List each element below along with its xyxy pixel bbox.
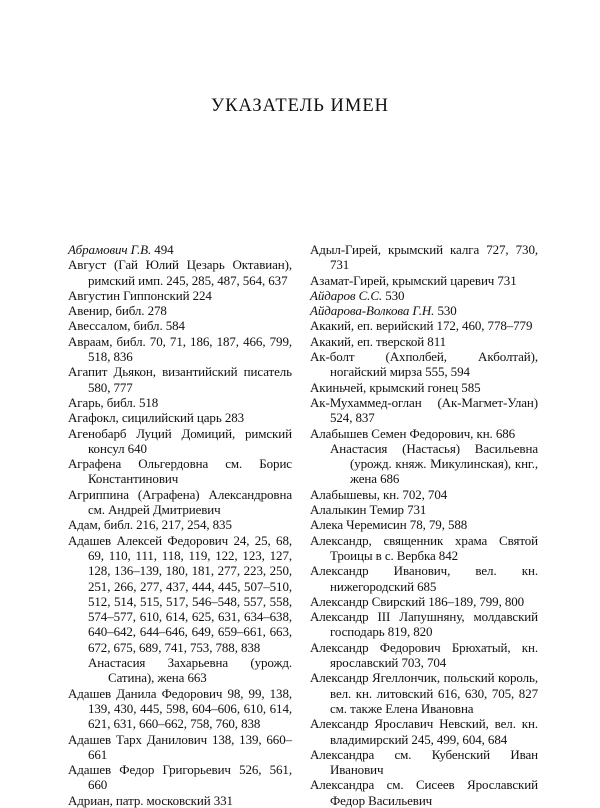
- entry-name: Александр Иванович, вел. кн. нижегородский: [310, 563, 538, 594]
- entry-name: Авенир, библ.: [68, 303, 145, 319]
- entry-references: 584: [162, 318, 185, 334]
- entry-references: 186–189, 799, 800: [425, 593, 525, 609]
- index-entry: [310, 563, 538, 594]
- index-entry: [310, 487, 538, 502]
- entry-name: Адашев Тарх Данилович: [68, 731, 208, 747]
- entry-references: 518: [135, 394, 159, 410]
- entry-references: см. Кубенский Иван Иванович: [330, 746, 538, 778]
- entry-name: Абрамович Г.В.: [68, 242, 152, 257]
- entry-references: 245, 285, 487, 564, 637: [163, 272, 288, 288]
- entry-references: 616, 630, 705, 827 см. также Елена Ивановна: [330, 685, 539, 716]
- index-entry: [68, 426, 292, 457]
- index-entry: [310, 318, 538, 333]
- entry-name: Адашев Федор Григорьевич: [68, 762, 231, 778]
- entry-name: Алалыкин Темир: [310, 502, 404, 518]
- index-subentry: [68, 655, 292, 686]
- entry-references: 24, 25, 68, 69, 110, 111, 118, 119, 122, 123, 127, 128, 136–139, 180, 181, 277, 223, 250, 251, 266, 277, 437, 444, 445, 507–510, 512, 514, 515, 517, 546–548, 557, 558, 574–577, 610, 614, 625, 631, 634–638, 640–642, 644–646, 649, 659–661, 663, 672, 675, 689, 741, 753, 788, 838: [88, 532, 293, 655]
- entry-references: 686: [376, 471, 400, 487]
- entry-references: 524, 837: [330, 410, 375, 426]
- index-entry: [310, 273, 538, 288]
- entry-references: 731: [494, 272, 517, 288]
- index-entry: [68, 334, 292, 365]
- entry-name: Алека Черемисин: [310, 517, 407, 533]
- entry-references: 98, 99, 138, 139, 430, 445, 598, 604–606, 610, 614, 621, 631, 660–662, 758, 760, 838: [88, 685, 292, 732]
- index-entry: [310, 594, 538, 609]
- index-entry: [68, 686, 292, 732]
- entry-references: 727, 730, 731: [330, 242, 538, 273]
- entry-name: Акиньчей, крымский гонец: [310, 379, 459, 395]
- entry-name: Авраам, библ.: [68, 333, 146, 349]
- index-entry: [68, 318, 292, 333]
- entry-references: 819, 820: [384, 624, 433, 640]
- page-title: УКАЗАТЕЛЬ ИМЕН: [211, 96, 389, 116]
- entry-name: Александр Ягеллончик, польский король, вел. кн. литовский: [310, 670, 538, 701]
- entry-references: 530: [382, 287, 405, 303]
- entry-references: 138, 139, 660–661: [88, 731, 292, 762]
- index-entry: [310, 334, 538, 349]
- index-column-left: [68, 242, 292, 808]
- entry-references: 663: [184, 670, 207, 686]
- entry-references: 216, 217, 254, 835: [133, 517, 232, 533]
- entry-name: Айдарова-Волкова Г.Н.: [310, 303, 435, 319]
- index-entry: [68, 303, 292, 318]
- index-entry: [310, 502, 538, 517]
- entry-name: Агенобарб Луций Домиций, римский консул: [68, 425, 292, 456]
- index-entry: [310, 349, 538, 380]
- index-entry: [68, 732, 292, 763]
- entry-references: 811: [424, 333, 447, 349]
- index-entry: [310, 640, 538, 671]
- entry-name: Александр Ярославич Невский, вел. кн. владимирский: [310, 716, 538, 747]
- entry-name: Александра: [310, 777, 375, 793]
- entry-references: см. Сисеев Ярославский Федор Васильевич: [330, 777, 538, 808]
- entry-name: Александр III Лапушняну, молдавский господарь: [310, 609, 538, 640]
- index-entry: [310, 747, 538, 778]
- index-entry: [310, 716, 538, 747]
- entry-references: 702, 704: [399, 486, 448, 502]
- entry-references: см. Андрей Дмитриевич: [88, 502, 221, 518]
- entry-references: 640: [124, 440, 147, 456]
- index-entry: [310, 242, 538, 273]
- index-entry: [68, 793, 292, 808]
- entry-name: Агарь, библ.: [68, 394, 136, 410]
- entry-references: 224: [189, 287, 212, 303]
- entry-name: Агриппина (Аграфена) Александровна: [68, 486, 292, 502]
- entry-references: 278: [144, 303, 167, 319]
- index-entry: [310, 517, 538, 532]
- entry-name: Ак-Мухаммед-оглан (Ак-Магмет-Улан): [310, 394, 538, 410]
- entry-references: 526, 561, 660: [88, 762, 292, 793]
- index-entry: [68, 456, 292, 487]
- entry-name: Август (Гай Юлий Цезарь Октавиан), римский имп.: [68, 257, 292, 288]
- entry-name: Александра: [310, 746, 375, 762]
- index-entry: [310, 395, 538, 426]
- entry-references: 555, 594: [422, 364, 470, 380]
- entry-name: Александр Свирский: [310, 593, 426, 609]
- index-entry: [68, 242, 292, 257]
- entry-references: 580, 777: [88, 379, 133, 395]
- entry-references: 842: [435, 547, 459, 563]
- index-subentry: [310, 441, 538, 487]
- entry-name: Адашев Данила Федорович: [68, 685, 223, 701]
- entry-references: 530: [434, 303, 457, 319]
- index-entry: [68, 364, 292, 395]
- entry-name: Азамат-Гирей, крымский царевич: [310, 272, 495, 288]
- entry-name: Адашев Алексей Федорович: [68, 532, 229, 548]
- entry-name: Адриан, патр. московский: [68, 792, 211, 808]
- entry-references: 731: [403, 502, 427, 518]
- entry-name: Аграфена Ольгердовна: [68, 456, 209, 472]
- index-entry: [68, 533, 292, 655]
- entry-references: 494: [151, 242, 174, 257]
- entry-references: 331: [210, 792, 233, 808]
- index-entry: [68, 762, 292, 793]
- index-entry: [310, 609, 538, 640]
- index-entry: [310, 303, 538, 318]
- index-entry: [310, 426, 538, 441]
- entry-references: 703, 704: [398, 655, 447, 671]
- entry-name: Анастасия (Настасья) Васильевна (урожд. княж. Микулинская), кнг., жена: [330, 440, 538, 487]
- entry-name: Анастасия Захарьевна (урожд. Сатина), жена: [88, 655, 292, 686]
- entry-references: 686: [492, 425, 516, 441]
- entry-references: 70, 71, 186, 187, 466, 799, 518, 836: [88, 333, 292, 365]
- entry-name: Акакий, еп. верийский: [310, 318, 434, 334]
- entry-name: Александр, священник храма Святой Троицы в с. Вербка: [310, 532, 538, 563]
- entry-references: 685: [413, 578, 437, 594]
- entry-name: Алабышев Семен Федорович, кн.: [310, 425, 493, 441]
- entry-references: 78, 79, 588: [406, 517, 468, 533]
- entry-references: см. Борис Константинович: [88, 456, 292, 487]
- index-entry: [68, 517, 292, 532]
- entry-references: 585: [458, 379, 481, 395]
- entry-references: 283: [221, 410, 245, 426]
- entry-name: Александр Федорович Брюхатый, кн. ярославский: [310, 639, 538, 671]
- index-entry: [68, 487, 292, 518]
- entry-name: Адыл-Гирей, крымский калга: [310, 242, 480, 257]
- entry-name: Акакий, еп. тверской: [310, 333, 425, 349]
- index-entry: [68, 257, 292, 288]
- index-entry: [68, 410, 292, 425]
- entry-name: Ак-болт (Ахполбей, Акболтай), ногайский мирза: [310, 349, 538, 380]
- index-column-right: [310, 242, 538, 808]
- index-entry: [310, 670, 538, 716]
- entry-name: Авессалом, библ.: [68, 318, 163, 334]
- index-entry: [310, 777, 538, 808]
- entry-name: Айдаров С.С.: [310, 287, 383, 303]
- entry-name: Агафокл, сицилийский царь: [68, 410, 222, 426]
- entry-name: Адам, библ.: [68, 517, 133, 533]
- index-entry: [310, 533, 538, 564]
- entry-name: Агапит Дьякон, византийский писатель: [68, 364, 292, 380]
- entry-references: 172, 460, 778–779: [433, 318, 533, 334]
- entry-name: Августин Гиппонский: [68, 287, 190, 303]
- entry-name: Алабышевы, кн.: [310, 486, 400, 502]
- index-entry: [310, 288, 538, 303]
- index-entry: [68, 395, 292, 410]
- entry-references: 245, 499, 604, 684: [408, 731, 508, 747]
- index-entry: [68, 288, 292, 303]
- index-entry: [310, 380, 538, 395]
